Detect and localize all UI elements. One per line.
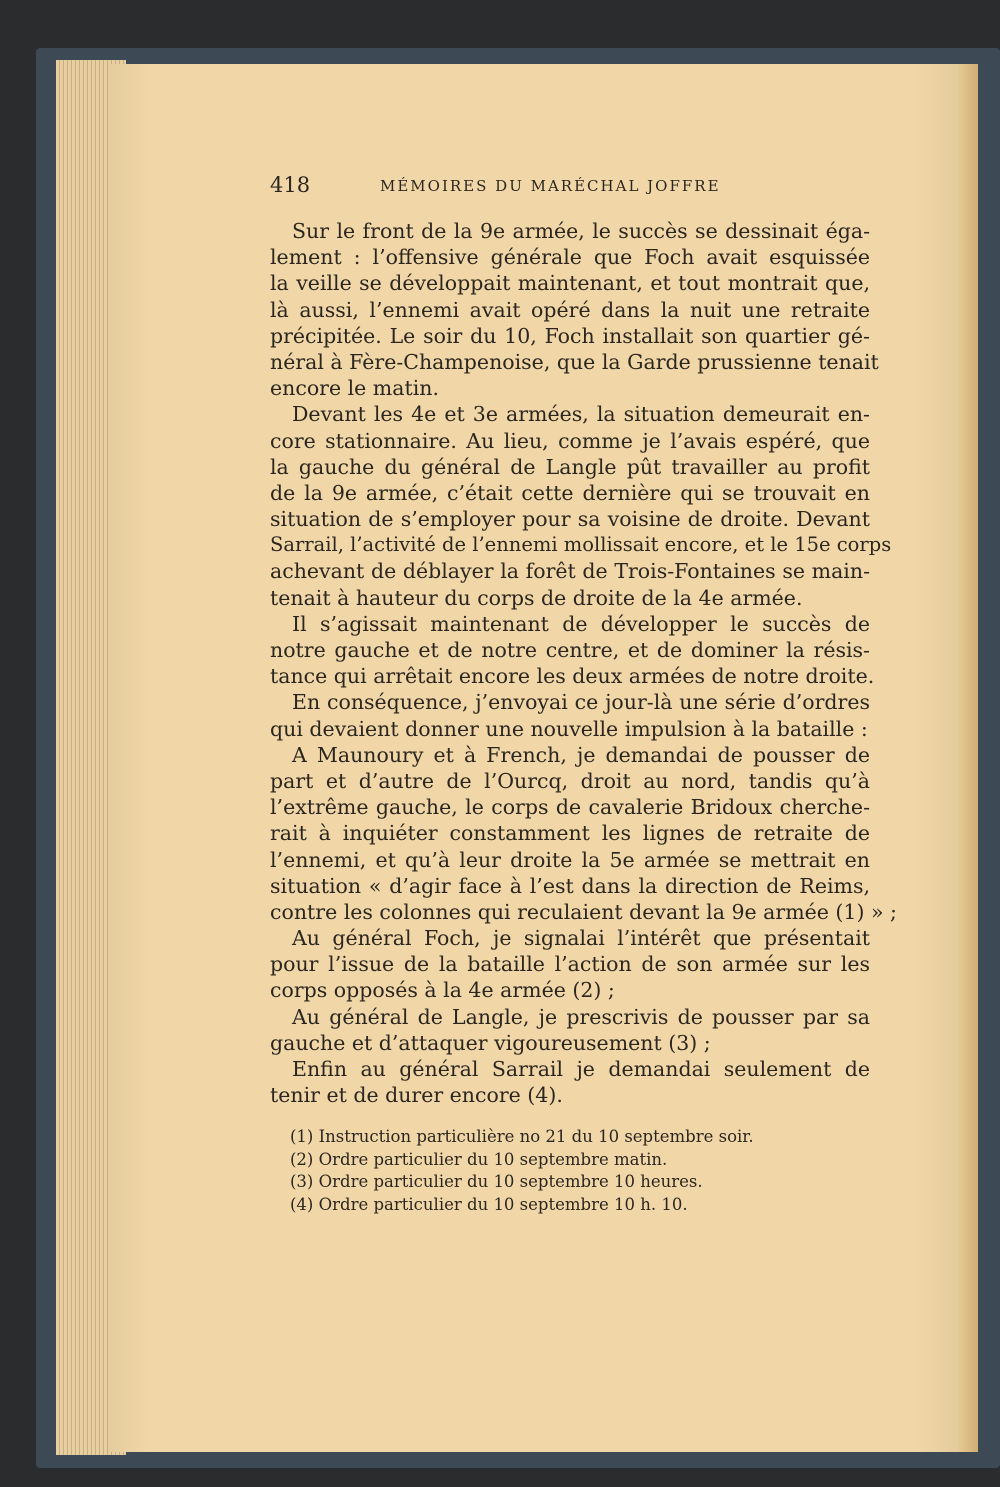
- text-line: situation « d’agir face à l’est dans la direction de Reims,: [270, 873, 870, 898]
- running-title: MÉMOIRES DU MARÉCHAL JOFFRE: [380, 177, 721, 195]
- footnote: (3) Ordre particulier du 10 septembre 10 heures.: [290, 1172, 703, 1191]
- text-line: l’extrême gauche, le corps de cavalerie Bridoux cherche-: [270, 795, 870, 820]
- text-line: En conséquence, j’envoyai ce jour-là une série d’ordres: [292, 690, 870, 715]
- text-line: lement : l’offensive générale que Foch avait esquissée: [270, 245, 870, 270]
- page-header: [270, 173, 870, 203]
- text-line: là aussi, l’ennemi avait opéré dans la nuit une retraite: [270, 297, 870, 322]
- footnote: (4) Ordre particulier du 10 septembre 10 h. 10.: [290, 1194, 688, 1214]
- text-line: encore le matin.: [270, 376, 439, 401]
- text-line: Sarrail, l’activité de l’ennemi mollissait encore, et le 15e corps: [270, 533, 892, 557]
- body-text: [270, 218, 897, 1108]
- footnotes: [290, 1126, 810, 1216]
- text-line: rait à inquiéter constamment les lignes de retraite de: [270, 821, 870, 846]
- page-gutter: [958, 64, 978, 1452]
- text-line: situation de s’employer pour sa voisine de droite. Devant: [270, 507, 870, 532]
- text-line: contre les colonnes qui reculaient devant la 9e armée (1) » ;: [270, 899, 897, 924]
- text-line: A Maunoury et à French, je demandai de pousser de: [292, 742, 870, 767]
- text-line: Au général Foch, je signalai l’intérêt que présentait: [292, 926, 870, 951]
- text-line: part et d’autre de l’Ourcq, droit au nord, tandis qu’à: [270, 768, 870, 793]
- text-line: tenir et de durer encore (4).: [270, 1083, 563, 1108]
- text-line: l’ennemi, et qu’à leur droite la 5e armée se mettrait en: [270, 847, 870, 872]
- footnote: (2) Ordre particulier du 10 septembre matin.: [290, 1149, 668, 1169]
- text-line: corps opposés à la 4e armée (2) ;: [270, 978, 615, 1003]
- text-line: pour l’issue de la bataille l’action de son armée sur les: [270, 952, 870, 977]
- text-line: Sur le front de la 9e armée, le succès se dessinait éga-: [292, 219, 870, 243]
- text-line: notre gauche et de notre centre, et de dominer la résis-: [270, 638, 870, 662]
- text-line: tenait à hauteur du corps de droite de la 4e armée.: [270, 585, 803, 610]
- text-line: néral à Fère-Champenoise, que la Garde prussienne tenait: [270, 349, 879, 374]
- text-line: qui devaient donner une nouvelle impulsion à la bataille :: [270, 716, 868, 741]
- text-line: Devant les 4e et 3e armées, la situation demeurait en-: [292, 402, 870, 427]
- page-number: 418: [270, 173, 311, 197]
- text-line: Il s’agissait maintenant de développer le succès de: [292, 611, 870, 636]
- text-line: la veille se développait maintenant, et tout montrait que,: [270, 271, 870, 296]
- text-line: précipitée. Le soir du 10, Foch installait son quartier gé-: [270, 323, 870, 348]
- text-line: de la 9e armée, c’était cette dernière qui se trouvait en: [270, 480, 870, 505]
- text-line: achevant de déblayer la forêt de Trois-Fontaines se main-: [270, 559, 870, 584]
- footnote: (1) Instruction particulière no 21 du 10 septembre soir.: [290, 1127, 754, 1146]
- text-line: Enfin au général Sarrail je demandai seulement de: [292, 1057, 870, 1081]
- text-line: gauche et d’attaquer vigoureusement (3) ;: [270, 1030, 711, 1055]
- text-line: core stationnaire. Au lieu, comme je l’avais espéré, que: [270, 428, 870, 453]
- text-line: tance qui arrêtait encore les deux armées de notre droite.: [270, 664, 875, 689]
- text-line: la gauche du général de Langle pût travailler au profit: [270, 454, 870, 479]
- text-line: Au général de Langle, je prescrivis de pousser par sa: [292, 1004, 870, 1029]
